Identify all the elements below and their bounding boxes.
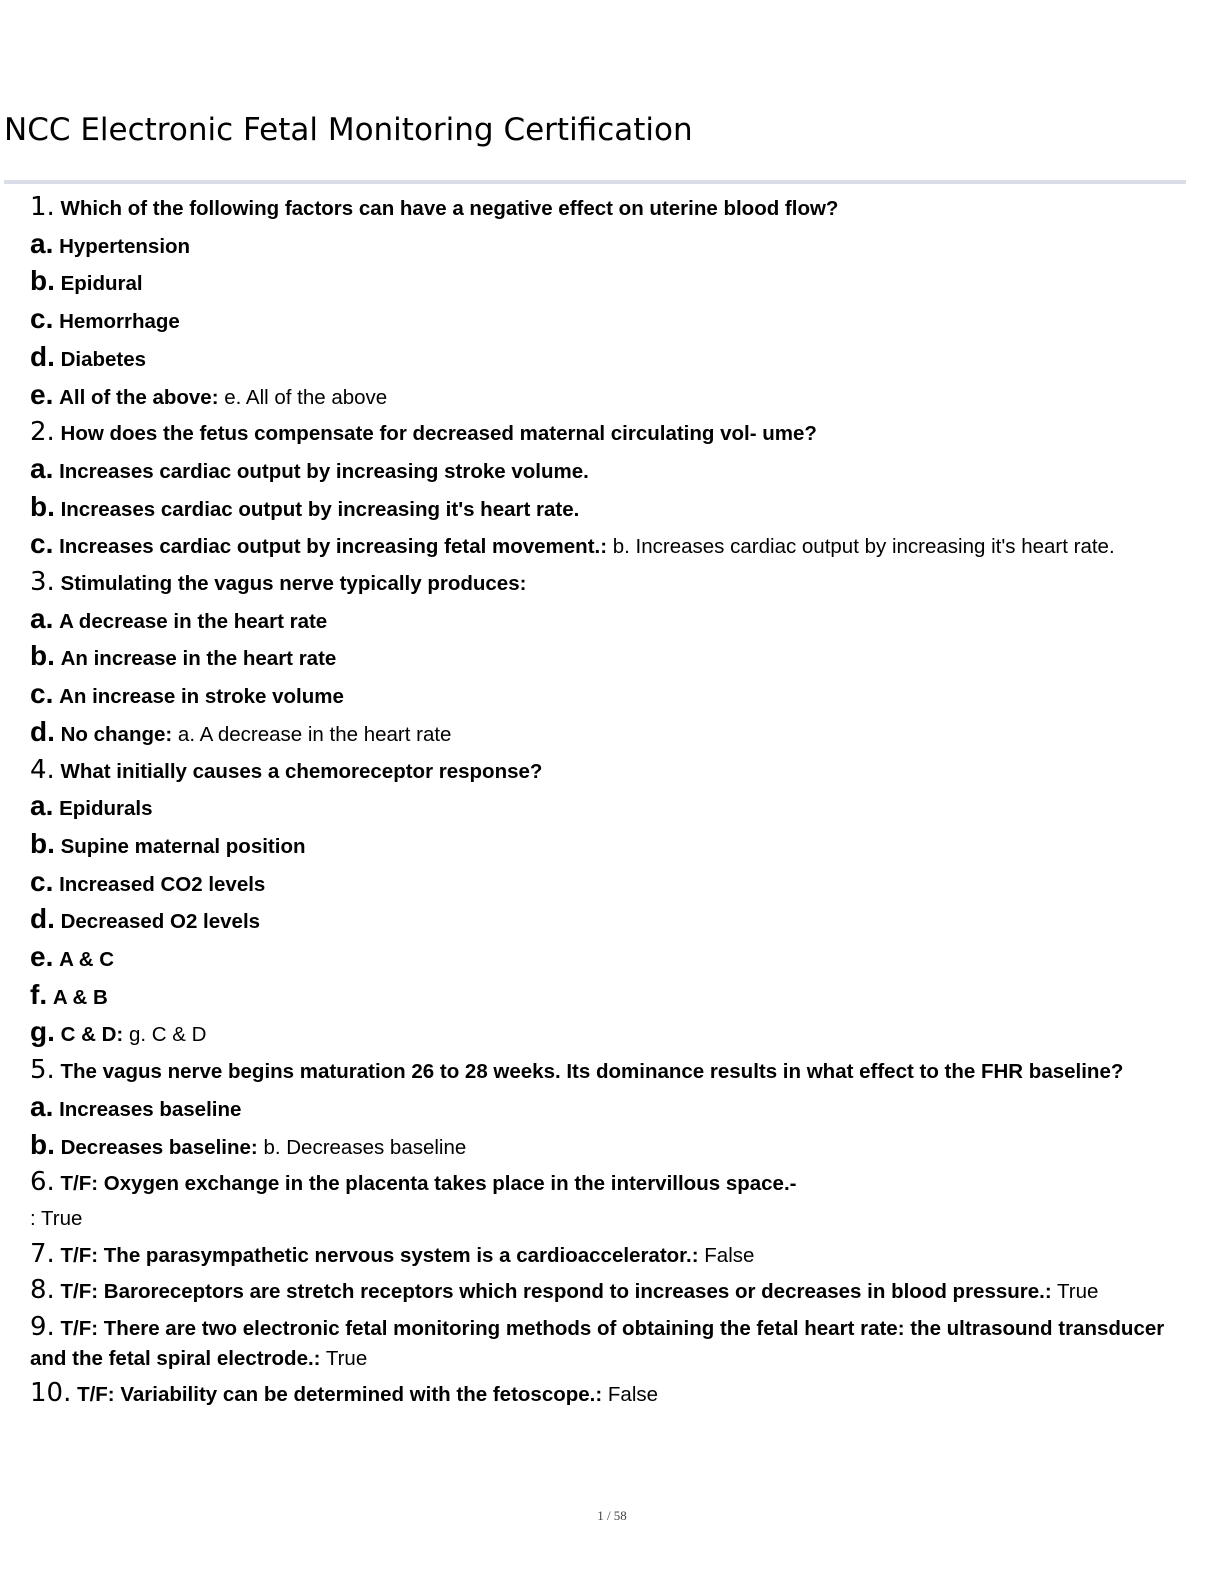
option-letter: c. — [30, 303, 54, 335]
question-text: Stimulating the vagus nerve typically produces: — [60, 572, 527, 596]
option-text: Increases cardiac output by increasing stroke volume. — [59, 459, 589, 483]
option-letter: b. — [30, 640, 55, 672]
option-letter: b. — [30, 827, 55, 859]
question-line — [30, 753, 1200, 790]
option-line — [30, 302, 1200, 340]
option-line — [30, 789, 1200, 827]
option-text: Hypertension — [59, 234, 191, 258]
option-line — [30, 865, 1200, 903]
option-text: A & B — [52, 985, 108, 1009]
option-line — [30, 527, 1200, 565]
answer-text: g. C & D — [128, 1023, 207, 1047]
question-number: 10. — [30, 1378, 72, 1409]
option-text: Decreased O2 levels — [60, 910, 261, 934]
option-line — [30, 715, 1200, 753]
option-text: Increases baseline — [59, 1097, 242, 1121]
question-list — [30, 190, 1200, 1413]
question-number: 5. — [30, 1055, 55, 1086]
option-text: Epidural — [60, 272, 143, 296]
answer-text: False — [607, 1383, 659, 1407]
question-line — [30, 1376, 1200, 1413]
question-line — [30, 1310, 1200, 1376]
title-divider — [4, 180, 1186, 184]
option-line — [30, 452, 1200, 490]
answer-text: a. A decrease in the heart rate — [177, 722, 452, 746]
option-text: An increase in stroke volume — [59, 685, 344, 709]
option-text: A decrease in the heart rate — [59, 609, 328, 633]
question-text: What initially causes a chemoreceptor response? — [60, 759, 543, 783]
option-text: No change: — [60, 722, 173, 746]
question-number: 1. — [30, 192, 55, 222]
option-line — [30, 1128, 1200, 1166]
option-line — [30, 940, 1200, 978]
answer-text: False — [704, 1243, 755, 1267]
option-letter: d. — [30, 340, 55, 372]
option-text: Supine maternal position — [60, 834, 306, 858]
option-text: Diabetes — [60, 347, 147, 371]
option-line — [30, 978, 1200, 1016]
option-text: Hemorrhage — [59, 310, 180, 334]
answer-text: True — [1057, 1280, 1099, 1304]
question-text: The vagus nerve begins maturation 26 to 28 weeks. Its dominance results in what effect to the FHR baseline? — [60, 1060, 1124, 1084]
question-line — [30, 190, 1200, 227]
option-letter: b. — [30, 265, 55, 297]
option-letter: c. — [30, 678, 54, 710]
answer-text: e. All of the above — [224, 385, 388, 409]
page-title: NCC Electronic Fetal Monitoring Certification — [4, 112, 693, 148]
question-number: 8. — [30, 1275, 55, 1306]
answer-text: True — [325, 1347, 368, 1371]
answer-text: b. Increases cardiac output by increasing it's heart rate. — [612, 535, 1115, 559]
question-line — [30, 565, 1200, 602]
option-line — [30, 827, 1200, 865]
option-line — [30, 340, 1200, 378]
option-letter: b. — [30, 1128, 55, 1160]
option-line — [30, 602, 1200, 640]
option-text: An increase in the heart rate — [60, 647, 337, 671]
question-text: Which of the following factors can have a negative effect on uterine blood flow? — [60, 197, 839, 220]
option-letter: c. — [30, 865, 54, 897]
question-text: T/F: Oxygen exchange in the placenta takes place in the intervillous space.- — [60, 1172, 797, 1196]
option-letter: e. — [30, 378, 54, 410]
option-text: C & D: — [60, 1023, 124, 1047]
question-line — [30, 1053, 1200, 1090]
option-letter: f. — [30, 978, 48, 1010]
option-line — [30, 227, 1200, 265]
option-letter: e. — [30, 941, 54, 973]
option-line — [30, 490, 1200, 528]
option-line — [30, 378, 1200, 416]
question-line — [30, 1165, 1200, 1202]
question-number: 4. — [30, 754, 55, 785]
question-text: T/F: The parasympathetic nervous system is a cardioaccelerator.: — [60, 1243, 699, 1267]
option-text: Decreases baseline: — [60, 1135, 258, 1159]
question-line — [30, 1237, 1200, 1274]
question-text: T/F: There are two electronic fetal monitoring methods of obtaining the fetal heart rate: the ultrasound transducer and the fetal spiral electrode.: — [30, 1317, 1165, 1371]
option-text: A & C — [59, 948, 115, 972]
answer-text: : True — [30, 1206, 83, 1230]
option-letter: a. — [30, 602, 54, 634]
option-letter: a. — [30, 227, 54, 259]
option-line — [30, 677, 1200, 715]
question-line — [30, 415, 1200, 452]
option-text: All of the above: — [59, 385, 219, 409]
answer-line — [30, 1202, 1200, 1237]
question-text: How does the fetus compensate for decreased maternal circulating vol- ume? — [60, 422, 817, 446]
option-letter: d. — [30, 715, 55, 747]
option-letter: a. — [30, 790, 54, 822]
option-text: Increases cardiac output by increasing it's heart rate. — [60, 497, 580, 521]
question-text: T/F: Variability can be determined with the fetoscope.: — [77, 1383, 603, 1407]
question-number: 9. — [30, 1312, 55, 1343]
option-letter: a. — [30, 452, 54, 484]
option-letter: c. — [30, 528, 54, 560]
option-line — [30, 639, 1200, 677]
option-line — [30, 902, 1200, 940]
answer-text: b. Decreases baseline — [263, 1135, 467, 1159]
question-text: T/F: Baroreceptors are stretch receptors which respond to increases or decreases in blood pressure.: — [60, 1280, 1052, 1304]
option-letter: g. — [30, 1016, 55, 1048]
option-letter: a. — [30, 1090, 54, 1122]
question-number: 2. — [30, 417, 55, 448]
option-text: Increased CO2 levels — [59, 872, 266, 896]
page-number: 1 / 58 — [597, 1508, 627, 1523]
option-line — [30, 1090, 1200, 1128]
question-number: 7. — [30, 1238, 55, 1269]
option-text: Increases cardiac output by increasing fetal movement.: — [59, 535, 608, 559]
option-line — [30, 1015, 1200, 1053]
question-number: 3. — [30, 567, 55, 598]
option-line — [30, 264, 1200, 302]
option-letter: d. — [30, 903, 55, 935]
option-letter: b. — [30, 490, 55, 522]
question-line — [30, 1273, 1200, 1310]
question-number: 6. — [30, 1167, 55, 1198]
option-text: Epidurals — [59, 797, 153, 821]
